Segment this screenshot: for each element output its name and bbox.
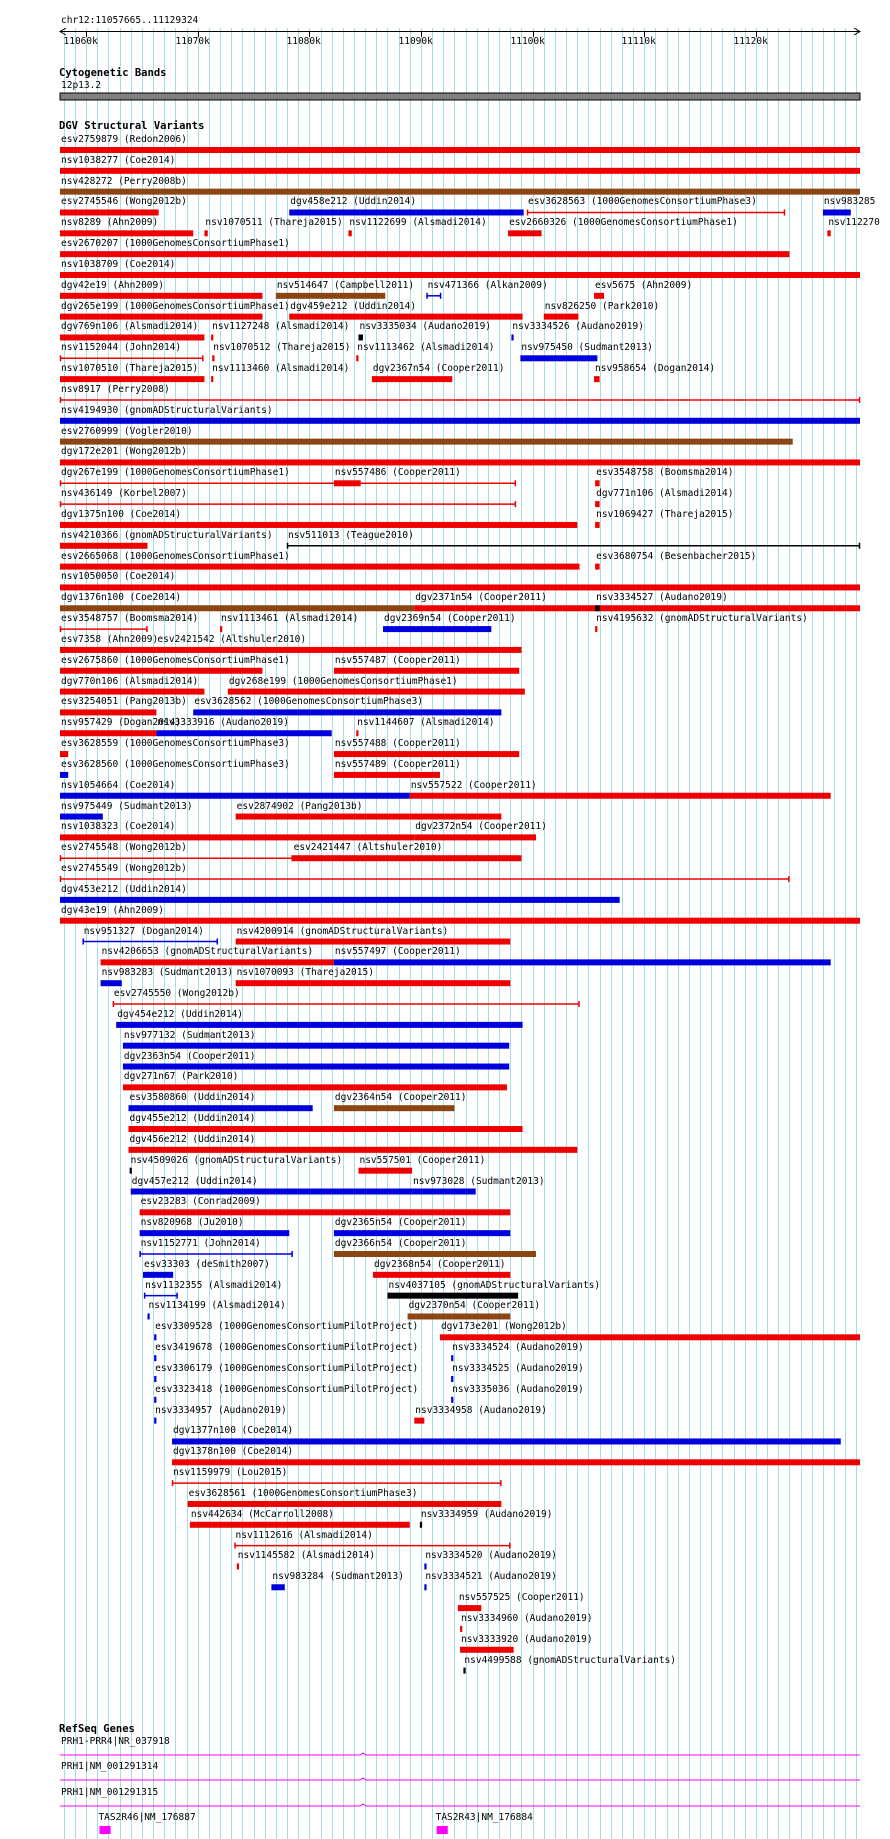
variant-bar — [123, 1043, 509, 1049]
variant-label[interactable]: esv3309528 (1000GenomesConsortiumPilotProject) — [155, 1321, 419, 1333]
variant-label[interactable]: dgv2369n54 (Cooper2011) — [384, 613, 516, 625]
variant-label[interactable]: esv3628560 (1000GenomesConsortiumPhase3) — [61, 758, 290, 770]
variant-bar — [60, 439, 793, 445]
variant-label[interactable]: nsv428272 (Perry2008b) — [61, 175, 187, 187]
refseq-transcript — [60, 1753, 860, 1755]
variant-label[interactable]: nsv973028 (Sudmant2013) — [413, 1175, 545, 1187]
variant-bar — [60, 376, 204, 382]
variant-label[interactable]: nsv557487 (Cooper2011) — [334, 654, 461, 666]
variant-bar — [228, 689, 525, 695]
variant-bar — [458, 1605, 481, 1611]
variant-label[interactable]: nsv511013 (Teague2010) — [288, 529, 414, 541]
variant-label[interactable]: nsv557525 (Cooper2011) — [458, 1592, 585, 1604]
variant-label[interactable]: nsv436149 (Korbel2007) — [61, 488, 187, 500]
variant-bar — [293, 855, 522, 861]
variant-label[interactable]: nsv8289 (Ahn2009) — [61, 217, 159, 229]
variant-label[interactable]: nsv1144607 (Alsmadi2014) — [357, 717, 495, 729]
variant-label[interactable]: esv2660326 (1000GenomesConsortiumPhase1) — [509, 217, 738, 229]
variant-label[interactable]: nsv4194930 (gnomADStructuralVariants) — [61, 404, 273, 416]
variant-label[interactable]: nsv1132355 (Alsmadi2014) — [145, 1279, 283, 1291]
variant-label[interactable]: nsv471366 (Alkan2009) — [427, 279, 548, 291]
variant-label[interactable]: nsv820968 (Ju2010) — [140, 1217, 244, 1229]
ruler-tick-label: 11070k — [175, 36, 210, 47]
variant-label[interactable]: nsv826250 (Park2010) — [544, 300, 660, 312]
variant-label[interactable]: nsv1159979 (Lou2015) — [173, 1467, 288, 1479]
variant-bar — [60, 147, 860, 153]
variant-bar — [420, 1522, 422, 1528]
variant-label[interactable]: nsv957429 (Dogan2014) — [61, 717, 182, 729]
variant-label[interactable]: dgv457e212 (Uddin2014) — [131, 1175, 258, 1187]
variant-bar — [595, 605, 599, 611]
variant-label[interactable]: dgv455e212 (Uddin2014) — [129, 1113, 256, 1124]
variant-label[interactable]: esv2745549 (Wong2012b) — [61, 863, 187, 875]
variant-label[interactable]: esv2670207 (1000GenomesConsortiumPhase1) — [61, 238, 290, 250]
variant-label[interactable]: esv3323418 (1000GenomesConsortiumPilotProject) — [155, 1383, 419, 1395]
ruler-tick-label: 11060k — [63, 36, 98, 47]
variant-bar — [236, 814, 502, 820]
variant-label[interactable]: nsv3334959 (Audano2019) — [420, 1508, 553, 1520]
variant-bar — [143, 1272, 173, 1278]
ruler-tick-label: 11100k — [510, 36, 545, 47]
variant-bar — [60, 418, 860, 424]
variant-label[interactable]: dgv2364n54 (Cooper2011) — [334, 1092, 467, 1104]
variant-label[interactable]: nsv1054664 (Coe2014) — [61, 779, 176, 791]
variant-bar — [508, 230, 541, 236]
region-label: chr12:11057665..11129324 — [61, 15, 199, 26]
variant-label[interactable]: dgv2370n54 (Cooper2011) — [408, 1300, 541, 1312]
variant-label[interactable]: nsv3334525 (Audano2019) — [452, 1362, 584, 1374]
variant-bar — [595, 501, 599, 507]
variant-label[interactable]: dgv271n67 (Park2010) — [123, 1071, 239, 1083]
variant-label[interactable]: nsv1122699 (Alsmadi2014) — [349, 217, 487, 229]
variant-bar — [154, 1355, 156, 1361]
variant-bar — [451, 1376, 453, 1382]
variant-bar — [289, 209, 523, 215]
variant-bar — [60, 730, 156, 736]
ruler-tick-label: 11120k — [733, 36, 768, 47]
cytoband-track-title[interactable]: Cytogenetic Bands — [59, 67, 167, 79]
variant-label[interactable]: nsv975449 (Sudmant2013) — [61, 800, 193, 812]
variant-label[interactable]: esv2760999 (Vogler2010) — [61, 425, 193, 437]
variant-label[interactable]: nsv4195632 (gnomADStructuralVariants) — [596, 613, 808, 625]
variant-label[interactable]: nsv983285 — [823, 196, 876, 208]
refseq-label[interactable]: PRH1|NM_001291315 — [61, 1787, 159, 1798]
variant-bar — [60, 459, 860, 465]
variant-bar — [356, 730, 358, 736]
refseq-gene — [437, 1826, 448, 1834]
variant-label[interactable]: nsv4210366 (gnomADStructuralVariants) — [61, 529, 273, 541]
variant-label[interactable]: nsv3334960 (Audano2019) — [461, 1612, 593, 1624]
cytoband-label: 12p13.2 — [61, 80, 102, 91]
variant-label[interactable]: esv3306179 (1000GenomesConsortiumPilotProject) — [155, 1362, 419, 1374]
cytoband-12p13.2 — [60, 93, 860, 100]
variant-label[interactable]: esv2745548 (Wong2012b) — [61, 842, 187, 854]
variant-bar — [424, 1563, 426, 1569]
refseq-gene-label[interactable]: TAS2R43|NM_176884 — [435, 1812, 533, 1823]
variant-bar — [60, 689, 204, 695]
variant-label[interactable]: nsv958654 (Dogan2014) — [595, 363, 716, 375]
variant-bar — [544, 314, 579, 320]
variant-label[interactable]: dgv770n106 (Alsmadi2014) — [61, 675, 199, 687]
variant-label[interactable]: nsv557489 (Cooper2011) — [334, 758, 461, 770]
variant-bar — [172, 1438, 841, 1444]
variant-bar — [827, 230, 830, 236]
variant-label[interactable]: nsv3334527 (Audano2019) — [596, 592, 728, 604]
variant-bar — [140, 1230, 290, 1236]
variant-bar — [373, 1272, 510, 1278]
variant-label[interactable]: nsv983284 (Sudmant2013) — [272, 1571, 404, 1583]
variant-label[interactable]: esv3628563 (1000GenomesConsortiumPhase3) — [528, 196, 757, 208]
refseq-transcript — [60, 1778, 860, 1780]
variant-label[interactable]: nsv1038709 (Coe2014) — [61, 258, 176, 270]
refseq-gene-label[interactable]: TAS2R46|NM_176887 — [98, 1812, 196, 1823]
variant-bar — [123, 1064, 509, 1070]
variant-bar — [460, 1626, 462, 1632]
variant-label[interactable]: nsv4200914 (gnomADStructuralVariants) — [236, 925, 449, 937]
variant-bar — [271, 1584, 284, 1590]
variant-label[interactable]: esv2745550 (Wong2012b) — [113, 988, 240, 1000]
variant-label[interactable]: dgv453e212 (Uddin2014) — [61, 883, 187, 895]
variant-bar — [358, 1168, 412, 1174]
variant-label[interactable]: dgv771n106 (Alsmadi2014) — [596, 488, 734, 500]
variant-bar — [595, 522, 599, 528]
variant-bar — [60, 647, 156, 653]
variant-label[interactable]: esv3628559 (1000GenomesConsortiumPhase3) — [61, 738, 290, 750]
variant-bar — [511, 334, 513, 340]
variant-label[interactable]: nsv4499588 (gnomADStructuralVariants) — [464, 1654, 677, 1666]
variant-bar — [60, 543, 147, 549]
variant-bar — [60, 314, 262, 320]
variant-bar — [60, 584, 860, 590]
variant-label[interactable]: dgv2368n54 (Cooper2011) — [373, 1258, 506, 1270]
variant-bar — [204, 230, 207, 236]
variant-bar — [594, 376, 600, 382]
variant-bar — [60, 814, 103, 820]
variant-label[interactable]: esv5675 (Ahn2009) — [595, 279, 693, 291]
variant-label[interactable]: esv2665068 (1000GenomesConsortiumPhase1) — [61, 550, 290, 562]
variant-label[interactable]: nsv1070510 (Thareja2015) — [61, 363, 199, 375]
variant-bar — [276, 293, 385, 299]
variant-label[interactable]: dgv456e212 (Uddin2014) — [129, 1133, 256, 1145]
variant-bar — [356, 355, 358, 361]
variant-bar — [334, 772, 440, 778]
variant-label[interactable]: nsv1113462 (Alsmadi2014) — [357, 342, 495, 354]
variant-label[interactable]: esv7358 (Ahn2009) — [61, 633, 159, 645]
variant-label[interactable]: dgv1376n100 (Coe2014) — [61, 592, 182, 604]
variant-label[interactable]: dgv2365n54 (Cooper2011) — [334, 1217, 467, 1229]
variant-bar — [128, 1126, 522, 1132]
variant-label[interactable]: esv3628562 (1000GenomesConsortiumPhase3) — [194, 696, 424, 708]
variant-bar — [595, 626, 597, 632]
variant-label[interactable]: dgv2371n54 (Cooper2011) — [415, 592, 547, 604]
variant-bar — [334, 1230, 510, 1236]
variant-label[interactable]: dgv1375n100 (Coe2014) — [61, 508, 182, 520]
variant-label[interactable]: dgv265e199 (1000GenomesConsortiumPhase1) — [61, 300, 290, 312]
variant-label[interactable]: nsv4037105 (gnomADStructuralVariants) — [388, 1279, 601, 1291]
variant-label[interactable]: nsv3334521 (Audano2019) — [425, 1571, 557, 1583]
variant-bar — [520, 355, 597, 361]
variant-bar — [101, 980, 122, 986]
variant-bar — [387, 1293, 518, 1299]
variant-bar — [188, 1501, 502, 1507]
variant-label[interactable]: nsv3335036 (Audano2019) — [452, 1383, 584, 1395]
variant-bar — [128, 1105, 312, 1111]
variant-bar — [60, 605, 414, 611]
variant-bar — [424, 1584, 426, 1590]
variant-label[interactable]: nsv1070512 (Thareja2015) — [213, 342, 351, 354]
variant-label[interactable]: esv3628561 (1000GenomesConsortiumPhase3) — [188, 1487, 418, 1499]
variant-label[interactable]: nsv1038323 (Coe2014) — [61, 821, 176, 833]
variant-bar — [334, 1251, 536, 1257]
variant-label[interactable]: nsv1070093 (Thareja2015) — [236, 967, 374, 979]
variant-bar — [595, 480, 599, 486]
variant-label[interactable]: nsv557488 (Cooper2011) — [334, 738, 461, 750]
variant-bar — [172, 1459, 860, 1465]
variant-label[interactable]: nsv514647 (Campbell2011) — [276, 279, 415, 291]
variant-label[interactable]: dgv459e212 (Uddin2014) — [290, 300, 417, 312]
variant-bar — [123, 1084, 507, 1090]
variant-bar — [60, 272, 860, 278]
variant-label[interactable]: dgv2367n54 (Cooper2011) — [372, 363, 505, 375]
variant-bar — [60, 668, 262, 674]
variant-label[interactable]: esv2874902 (Pang2013b) — [236, 800, 363, 812]
variant-label[interactable]: esv3548757 (Boomsma2014) — [61, 613, 199, 625]
variant-label[interactable]: nsv1070511 (Thareja2015) — [205, 217, 343, 229]
variant-label[interactable]: nsv557497 (Cooper2011) — [334, 946, 461, 958]
variant-bar — [334, 668, 519, 674]
variant-label[interactable]: dgv454e212 (Uddin2014) — [117, 1008, 244, 1020]
variant-label[interactable]: nsv1113460 (Alsmadi2014) — [212, 363, 350, 375]
variant-bar — [60, 793, 410, 799]
variant-bar — [190, 1522, 410, 1528]
ruler-tick-label: 11090k — [398, 36, 433, 47]
variant-label[interactable]: nsv1069427 (Thareja2015) — [596, 508, 734, 520]
variant-bar — [147, 1313, 149, 1319]
variant-label[interactable]: nsv1112616 (Alsmadi2014) — [235, 1529, 373, 1541]
variant-bar — [156, 730, 331, 736]
variant-label[interactable]: nsv1038277 (Coe2014) — [61, 154, 176, 166]
variant-bar — [237, 1563, 239, 1569]
variant-bar — [451, 1397, 453, 1403]
variant-bar — [60, 834, 414, 840]
variant-bar — [60, 897, 620, 903]
variant-label[interactable]: nsv3334524 (Audano2019) — [452, 1342, 584, 1354]
variant-bar — [408, 1313, 511, 1319]
variant-label[interactable]: nsv3334958 (Audano2019) — [415, 1404, 547, 1416]
variant-label[interactable]: esv3680754 (Besenbacher2015) — [596, 550, 757, 562]
variant-label[interactable]: esv33303 (deSmith2007) — [144, 1258, 270, 1270]
variant-bar — [823, 209, 851, 215]
variant-bar — [334, 1105, 455, 1111]
variant-bar — [101, 959, 334, 965]
variant-bar — [236, 980, 511, 986]
variant-label[interactable]: nsv3334957 (Audano2019) — [155, 1404, 287, 1416]
variant-bar — [412, 1189, 476, 1195]
variant-bar — [60, 293, 262, 299]
variant-label[interactable]: dgv458e212 (Uddin2014) — [290, 196, 417, 208]
variant-label[interactable]: nsv1152044 (John2014) — [61, 342, 182, 354]
variant-label[interactable]: esv2745546 (Wong2012b) — [61, 196, 187, 208]
variant-label[interactable]: dgv1378n100 (Coe2014) — [173, 1446, 294, 1458]
variant-bar — [212, 355, 214, 361]
variant-label[interactable]: nsv112270 — [828, 217, 880, 229]
variant-bar — [60, 709, 156, 715]
variant-bar — [154, 1376, 156, 1382]
variant-label[interactable]: esv3419678 (1000GenomesConsortiumPilotProject) — [155, 1342, 419, 1354]
variant-label[interactable]: nsv1145582 (Alsmadi2014) — [237, 1550, 376, 1562]
variant-label[interactable]: esv3548758 (Boomsma2014) — [596, 467, 734, 479]
variant-bar — [414, 834, 536, 840]
variant-bar — [60, 564, 580, 570]
variant-bar — [348, 230, 351, 236]
refseq-track-title[interactable]: RefSeq Genes — [59, 1723, 135, 1735]
variant-bar — [60, 751, 68, 757]
variant-bar — [334, 751, 519, 757]
variant-bar — [60, 918, 860, 924]
variant-bar — [154, 1397, 156, 1403]
variant-label[interactable]: esv23283 (Conrad2009) — [140, 1196, 261, 1208]
refseq-label[interactable]: PRH1|NM_001291314 — [61, 1761, 159, 1772]
variant-bar — [130, 1168, 132, 1174]
refseq-gene — [99, 1826, 110, 1834]
variant-label[interactable]: dgv2363n54 (Cooper2011) — [123, 1050, 256, 1062]
variant-bar — [460, 1647, 514, 1653]
variant-bar — [594, 293, 604, 299]
variant-label[interactable]: nsv3334526 (Audano2019) — [512, 321, 644, 333]
variant-label[interactable]: dgv2372n54 (Cooper2011) — [415, 821, 547, 833]
variant-bar — [131, 1189, 412, 1195]
variant-bar — [156, 647, 521, 653]
variant-label[interactable]: nsv442634 (McCarroll2008) — [190, 1508, 334, 1520]
variant-label[interactable]: nsv3333920 (Audano2019) — [461, 1633, 593, 1645]
variant-label[interactable]: nsv1050050 (Coe2014) — [61, 571, 176, 583]
variant-label[interactable]: dgv769n106 (Alsmadi2014) — [61, 321, 199, 333]
variant-label[interactable]: dgv1377n100 (Coe2014) — [173, 1425, 294, 1437]
variant-bar — [60, 772, 68, 778]
variant-label[interactable]: nsv557501 (Cooper2011) — [359, 1154, 486, 1166]
refseq-transcript — [60, 1804, 860, 1806]
variant-bar — [60, 189, 860, 195]
variant-bar — [193, 709, 501, 715]
variant-bar — [60, 168, 860, 174]
variant-label[interactable]: nsv1152771 (John2014) — [140, 1237, 261, 1249]
variant-bar — [358, 334, 362, 340]
variant-bar — [410, 793, 831, 799]
variant-label[interactable]: dgv2366n54 (Cooper2011) — [334, 1237, 467, 1249]
variant-label[interactable]: nsv975450 (Sudmant2013) — [521, 342, 653, 354]
variant-label[interactable]: esv2759879 (Redon2006) — [61, 134, 187, 145]
variant-label[interactable]: nsv4509026 (gnomADStructuralVariants) — [130, 1154, 343, 1166]
variant-label[interactable]: dgv42e19 (Ahn2009) — [61, 279, 164, 291]
variant-label[interactable]: dgv43e19 (Ahn2009) — [61, 904, 164, 916]
variant-bar — [60, 251, 789, 257]
variant-bar — [414, 605, 860, 611]
variant-bar — [220, 626, 222, 632]
variant-bar — [60, 230, 193, 236]
variant-bar — [140, 1209, 511, 1215]
variant-bar — [463, 1668, 465, 1674]
variant-bar — [236, 939, 511, 945]
variant-label[interactable]: nsv8917 (Perry2008) — [61, 383, 170, 395]
variant-bar — [154, 1418, 156, 1424]
variant-label[interactable]: nsv4206653 (gnomADStructuralVariants) — [101, 946, 314, 958]
variant-bar — [334, 959, 831, 965]
variant-label[interactable]: esv3580860 (Uddin2014) — [129, 1092, 256, 1104]
variant-label[interactable]: dgv268e199 (1000GenomesConsortiumPhase1) — [228, 675, 458, 687]
variant-label[interactable]: nsv977132 (Sudmant2013) — [123, 1029, 256, 1041]
variant-bar — [154, 1334, 156, 1340]
variant-label[interactable]: nsv3335034 (Audano2019) — [359, 321, 492, 333]
variant-label[interactable]: nsv3333916 (Audano2019) — [157, 717, 289, 729]
variant-bar — [60, 522, 577, 528]
variant-label[interactable]: nsv557522 (Cooper2011) — [410, 779, 537, 791]
variant-label[interactable]: nsv3334520 (Audano2019) — [425, 1550, 557, 1562]
variant-bar — [372, 376, 452, 382]
variant-label[interactable]: nsv557486 (Cooper2011) — [334, 467, 461, 479]
ruler-tick-label: 11080k — [286, 36, 321, 47]
variant-bar — [595, 564, 599, 570]
variant-label[interactable]: esv2675860 (1000GenomesConsortiumPhase1) — [61, 654, 290, 666]
variant-bar — [128, 1147, 577, 1153]
variant-label[interactable]: dgv173e201 (Wong2012b) — [440, 1321, 567, 1333]
variant-bar — [383, 626, 491, 632]
variant-bar — [211, 334, 213, 340]
variant-label[interactable]: esv2421542 (Altshuler2010) — [157, 633, 307, 645]
refseq-label[interactable]: PRH1-PRR4|NR_037918 — [61, 1736, 170, 1747]
variant-label[interactable]: nsv1113461 (Alsmadi2014) — [221, 613, 359, 625]
variant-label[interactable]: dgv172e201 (Wong2012b) — [61, 446, 187, 458]
variant-label[interactable]: nsv1134199 (Alsmadi2014) — [148, 1300, 286, 1312]
variant-bar — [60, 209, 159, 215]
variant-bar — [451, 1355, 453, 1361]
variant-bar — [289, 314, 522, 320]
variant-bar — [334, 480, 361, 486]
variant-label[interactable]: dgv267e199 (1000GenomesConsortiumPhase1) — [61, 467, 290, 479]
variant-bar — [211, 376, 213, 382]
variant-label[interactable]: esv3254051 (Pang2013b) — [61, 696, 187, 708]
variant-label[interactable]: esv2421447 (Altshuler2010) — [293, 842, 443, 854]
variant-label[interactable]: nsv983283 (Sudmant2013) — [101, 967, 234, 979]
variant-label[interactable]: nsv1127248 (Alsmadi2014) — [212, 321, 350, 333]
variant-label[interactable]: nsv951327 (Dogan2014) — [83, 925, 204, 937]
variant-bar — [414, 1418, 424, 1424]
ruler-tick-label: 11110k — [621, 36, 656, 47]
variant-bar — [440, 1334, 860, 1340]
dgv-track-title[interactable]: DGV Structural Variants — [59, 120, 205, 132]
variant-bar — [60, 334, 204, 340]
variant-bar — [116, 1022, 522, 1028]
